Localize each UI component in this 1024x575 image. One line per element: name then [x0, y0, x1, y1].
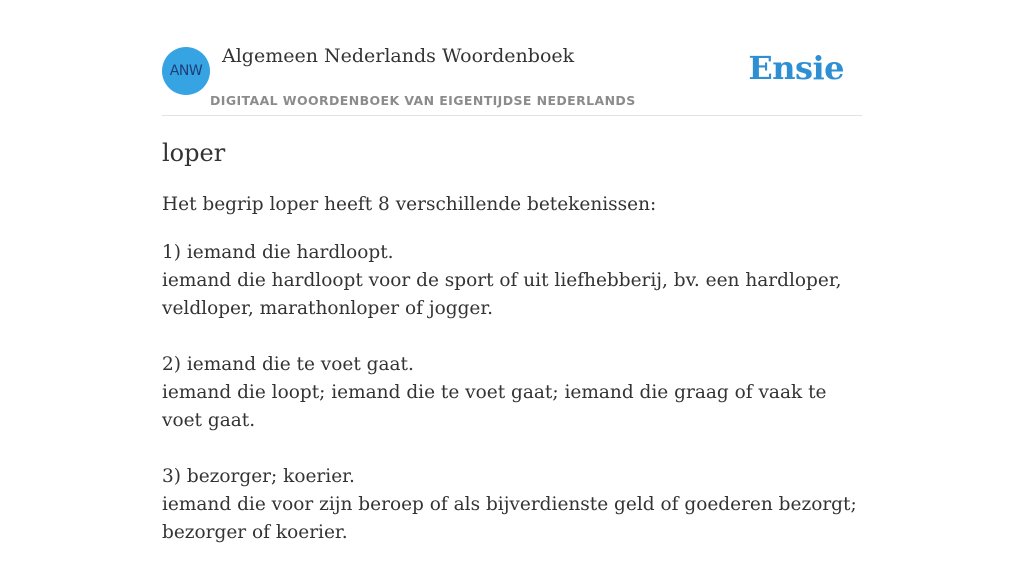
definition-heading: 2) iemand die te voet gaat. [162, 354, 414, 375]
content-container [162, 0, 862, 543]
definition-line: iemand die hardloopt voor de sport of uit liefhebberij, bv. een hardloper, [162, 270, 842, 291]
site-title[interactable]: Algemeen Nederlands Woordenboek [222, 45, 575, 67]
definition-item [162, 463, 867, 547]
definition-line: bezorger of koerier. [162, 522, 348, 543]
definition-item [162, 351, 867, 435]
logo-text: ANW [169, 63, 203, 79]
site-header [162, 0, 862, 116]
definition-heading: 1) iemand die hardloopt. [162, 242, 394, 263]
definition-line: iemand die voor zijn beroep of als bijverdienste geld of goederen bezorgt; [162, 494, 857, 515]
definition-line: iemand die loopt; iemand die te voet gaat; iemand die graag of vaak te voet gaat. [162, 382, 827, 431]
site-subtitle: DIGITAAL WOORDENBOEK VAN EIGENTIJDSE NEDERLANDS [210, 93, 636, 108]
definition-line: veldloper, marathonloper of jogger. [162, 298, 494, 319]
definitions-list [162, 239, 867, 575]
entry-intro: Het begrip loper heeft 8 verschillende betekenissen: [162, 194, 657, 215]
headword: loper [162, 139, 226, 167]
anw-logo[interactable] [162, 47, 210, 95]
definition-heading: 3) bezorger; koerier. [162, 466, 355, 487]
ensie-brand-logo[interactable]: Ensie [748, 49, 844, 87]
definition-item [162, 239, 867, 323]
